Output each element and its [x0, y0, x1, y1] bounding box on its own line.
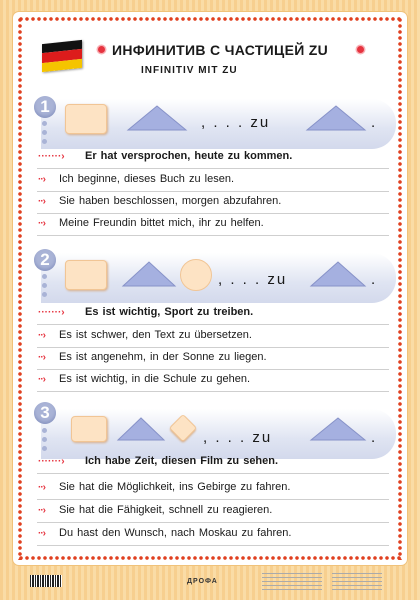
- triangle-shape: [309, 416, 367, 442]
- triangle-shape: [309, 260, 367, 288]
- arrow-icon: ··›: [38, 352, 45, 363]
- section-3-dots: [42, 428, 48, 455]
- triangle-shape: [126, 104, 188, 132]
- list-item: ··› Meine Freundin bittet mich, ihr zu helfen.: [37, 215, 389, 236]
- arrow-icon: ··›: [38, 482, 45, 493]
- footer: [0, 565, 420, 600]
- german-flag-icon: [42, 40, 82, 72]
- arrow-icon: ··›: [38, 528, 45, 539]
- arrow-icon: ·······›: [38, 307, 65, 318]
- list-item: ··› Sie haben beschlossen, morgen abzufahren.: [37, 193, 389, 214]
- section-1-pattern: , . . . zu: [201, 114, 271, 131]
- section-1-main-sentence: ·······› Er hat versprochen, heute zu kommen.: [37, 148, 389, 169]
- arrow-icon: ··›: [38, 218, 45, 229]
- section-1-number: 1: [34, 96, 56, 118]
- triangle-shape: [121, 260, 177, 288]
- circle-shape: [180, 259, 212, 291]
- section-1-dots: [42, 121, 48, 148]
- arrow-icon: ··›: [38, 196, 45, 207]
- triangle-shape: [116, 416, 166, 442]
- section-2-dots: [42, 274, 48, 301]
- fine-print-credits: [262, 573, 322, 591]
- list-item: ··› Sie hat die Fähigkeit, schnell zu reagieren.: [37, 502, 389, 523]
- section-3-number: 3: [34, 402, 56, 424]
- bead-border-left: [17, 17, 23, 560]
- section-3-main-sentence: ·······› Ich habe Zeit, diesen Film zu sehen.: [37, 453, 389, 474]
- bead-border-top: [18, 16, 402, 22]
- arrow-icon: ··›: [38, 374, 45, 385]
- list-item: ··› Es ist schwer, den Text zu übersetzen.: [37, 327, 389, 348]
- list-item: ··› Du hast den Wunsch, nach Moskau zu fahren.: [37, 525, 389, 546]
- publisher-logo: ДРОФА: [187, 578, 218, 585]
- poster: [13, 12, 407, 565]
- section-3-pattern-end: .: [371, 429, 378, 446]
- arrow-icon: ·······›: [38, 151, 65, 162]
- verb-rectangle-shape: [65, 104, 107, 134]
- arrow-icon: ··›: [38, 174, 45, 185]
- section-2-pattern: , . . . zu: [218, 271, 288, 288]
- section-3-pattern: , . . . zu: [203, 429, 273, 446]
- list-item: ··› Sie hat die Möglichkeit, ins Gebirge zu fahren.: [37, 479, 389, 500]
- list-item: ··› Es ist angenehm, in der Sonne zu liegen.: [37, 349, 389, 370]
- arrow-icon: ·······›: [38, 456, 65, 467]
- triangle-shape: [305, 104, 367, 132]
- title-bullet-left: [98, 46, 105, 53]
- list-item: ··› Ich beginne, dieses Buch zu lesen.: [37, 171, 389, 192]
- page-title: ИНФИНИТИВ С ЧАСТИЦЕЙ ZU: [112, 42, 329, 58]
- fine-print-publication: [332, 573, 382, 591]
- section-2-pattern-end: .: [371, 271, 378, 288]
- bead-border-right: [397, 17, 403, 560]
- verb-rectangle-shape: [65, 260, 107, 290]
- barcode-icon: [30, 575, 62, 587]
- arrow-icon: ··›: [38, 330, 45, 341]
- section-2-main-sentence: ·······› Es ist wichtig, Sport zu treiben.: [37, 304, 389, 325]
- title-bullet-right: [357, 46, 364, 53]
- section-2-number: 2: [34, 249, 56, 271]
- list-item: ··› Es ist wichtig, in die Schule zu gehen.: [37, 371, 389, 392]
- arrow-icon: ··›: [38, 505, 45, 516]
- verb-rectangle-shape: [71, 416, 107, 442]
- page-subtitle: INFINITIV MIT ZU: [141, 65, 238, 76]
- section-1-pattern-end: .: [371, 114, 378, 131]
- bead-border-bottom: [18, 555, 402, 561]
